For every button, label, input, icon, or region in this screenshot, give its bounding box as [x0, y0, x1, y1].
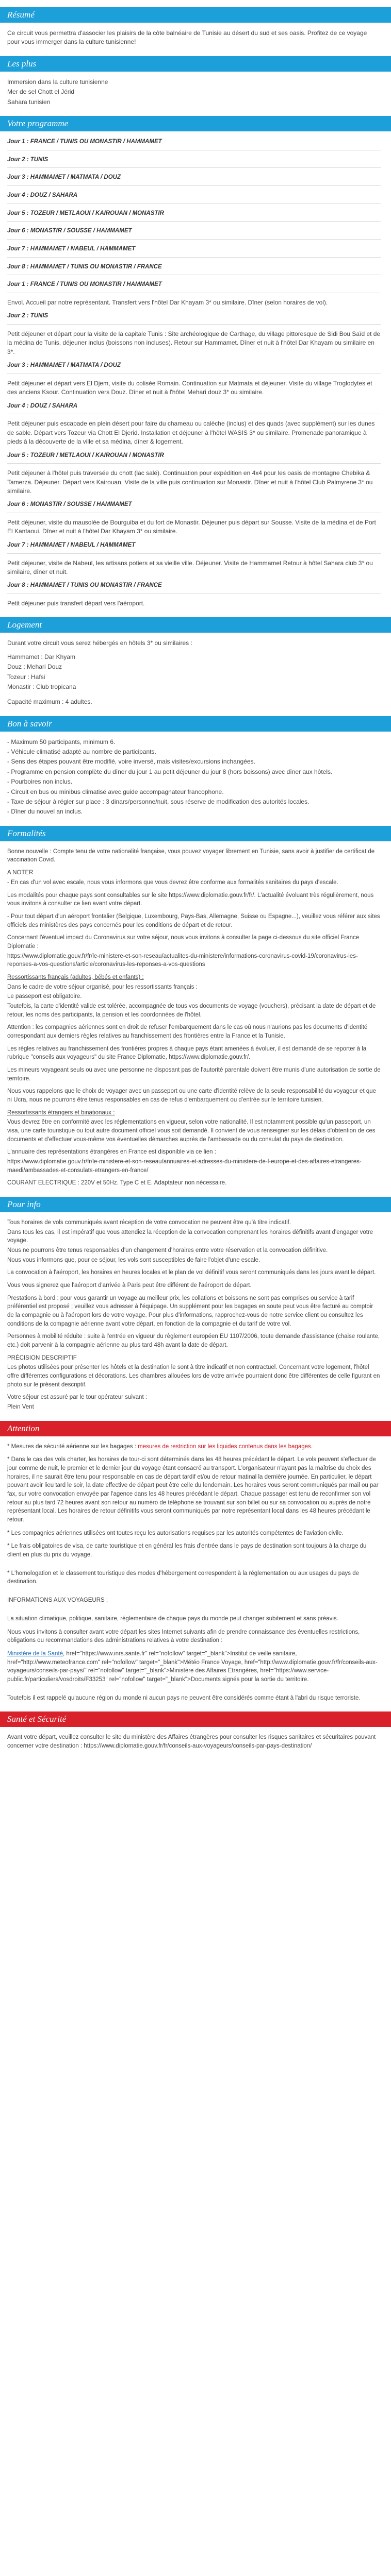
- hotel-item: Hammamet : Dar Khyam: [7, 653, 76, 660]
- attention-banner: Attention: [0, 1421, 391, 1436]
- day-text: Petit déjeuner à l'hôtel puis traversée du chott (lac salé). Continuation pour expédition en 4x4 pour les oasis de montagne Chebika & Tamerza. Déjeuner. Départ vers Kairouan. Visite de la ville puis continuation sur Monastir. Dîner et nuit à l'hôtel Club Palmyrene 3* ou similaire.: [7, 469, 373, 495]
- programme-section: [0, 138, 391, 608]
- formalites-text: Les mineurs voyageant seuls ou avec une personne ne disposant pas de l'autorité parentale doivent être munis d'une autorisation de sortie de territoire.: [7, 1066, 381, 1082]
- formalites-text: Nous vous rappelons que le choix de voyager avec un passeport ou une carte d'identité relève de la seule responsabilité du voyageur et que ni Ucra, nous ne pourrons être tenus responsables en cas de refus d'embarquement ou d'entrée sur le territoire tunisien.: [7, 1088, 377, 1103]
- day-list-item: Jour 1 : FRANCE / TUNIS OU MONASTIR / HAMMAMET: [7, 281, 162, 288]
- divider: [7, 185, 381, 186]
- pourinfo-text: Les photos utilisées pour présenter les hôtels et la destination le sont à titre indicatif et non contractuel. Concernant votre logement, l'hôtel offre différentes configurations et décorations. Les chambres allouées lors de votre arrivée pourraient donc être différentes de celle figurant en photo sur le présent descriptif.: [7, 1364, 380, 1388]
- day-list-item: Jour 2 : TUNIS: [7, 156, 48, 163]
- formalites-banner: Formalités: [0, 826, 391, 841]
- plus-item: Sahara tunisien: [7, 98, 51, 106]
- formalites-subtitle: A NOTER: [7, 870, 34, 876]
- pourinfo-text: Nous vous informons que, pour ce séjour, les vols sont susceptibles de faire l'objet d'une escale.: [7, 1257, 260, 1263]
- attention-text: * Les compagnies aériennes utilisées ont toutes reçu les autorisations requises par les autorités compétentes de l'aviation civile.: [7, 1530, 344, 1536]
- savoir-section: [0, 738, 391, 817]
- sante-banner: Santé et Sécurité: [0, 1711, 391, 1727]
- day-list-item: Jour 8 : HAMMAMET / TUNIS OU MONASTIR / FRANCE: [7, 263, 162, 270]
- hotel-item: Tozeur : Hafsi: [7, 673, 45, 681]
- divider: [7, 221, 381, 222]
- day-list-item: Jour 4 : DOUZ / SAHARA: [7, 192, 78, 198]
- pourinfo-text: Tous horaires de vols communiqués avant réception de votre convocation ne peuvent être qu'à titre indicatif.: [7, 1219, 291, 1226]
- formalites-text: Toutefois, la carte d'identité valide est tolérée, accompagnée de tous vos documents de voyage (vouchers), précisant la date de départ et de retour, les noms des participants, la pension et les coordonnées de l'hôtel.: [7, 1003, 376, 1018]
- day-text: Petit déjeuner puis transfert départ vers l'aéroport.: [7, 599, 145, 607]
- tour-operator-name: Plein Vent: [7, 1404, 34, 1411]
- logement-intro: Durant votre circuit vous serez hébergés en hôtels 3* ou similaires :: [7, 639, 192, 647]
- resume-text: Ce circuit vous permettra d'associer les plaisirs de la côte balnéaire de Tunisie au désert du sud et ses oasis. Profitez de ce voyage pour vous immerger dans la culture tunisienne!: [7, 29, 367, 46]
- formalites-text: Dans le cadre de votre séjour organisé, pour les ressortissants français :: [7, 984, 198, 990]
- day-title: Jour 6 : MONASTIR / SOUSSE / HAMMAMET: [7, 501, 132, 508]
- plus-banner: Les plus: [0, 56, 391, 72]
- formalites-text: L'annuaire des représentations étrangères en France est disponible via ce lien :: [7, 1149, 216, 1156]
- day-text: Petit déjeuner, visite de Nabeul, les artisans potiers et sa vieille ville. Déjeuner. Visite de Hammamet Retour à hôtel Sahara club 3* ou similaire, dîner et nuit.: [7, 559, 373, 575]
- savoir-item: - Taxe de séjour à régler sur place : 3 dinars/personne/nuit, sous réserve de modification des autorités locales.: [7, 798, 309, 806]
- day-title: Jour 7 : HAMMAMET / NABEUL / HAMMAMET: [7, 541, 136, 548]
- savoir-item: - Dîner du nouvel an inclus.: [7, 808, 83, 816]
- hotel-item: Douz : Mehari Douz: [7, 663, 62, 671]
- pourinfo-text: La convocation à l'aéroport, les horaires en heures locales et le plan de vol définitif vous seront communiqués dans les jours avant le départ.: [7, 1269, 376, 1276]
- day-title: Jour 2 : TUNIS: [7, 313, 48, 319]
- sante-text: Avant votre départ, veuillez consulter le site du ministère des Affaires étrangères pour consulter les risques sanitaires et sécuritaires pouvant concerner votre destination : https://www.diplomatie.gouv.fr/fr/conseils-aux-voyageurs/conseils-par-pays-destination/: [7, 1734, 376, 1749]
- formalites-text: Bonne nouvelle : Compte tenu de votre nationalité française, vous pouvez voyager librement en Tunisie, sans avoir à justifier de certificat de vaccination Covid.: [7, 848, 375, 863]
- pourinfo-subtitle: PRÉCISION DESCRIPTIF: [7, 1354, 77, 1361]
- plus-item: Mer de sel Chott el Jérid: [7, 88, 75, 96]
- attention-text: [7, 1650, 381, 1684]
- day-list-item: Jour 3 : HAMMAMET / MATMATA / DOUZ: [7, 174, 121, 181]
- day-title: Jour 5 : TOZEUR / METLAOUI / KAIROUAN / MONASTIR: [7, 452, 164, 459]
- day-list-item: Jour 1 : FRANCE / TUNIS OU MONASTIR / HAMMAMET: [7, 138, 162, 145]
- day-title: Jour 3 : HAMMAMET / MATMATA / DOUZ: [7, 362, 121, 369]
- attention-text: * L'homologation et le classement touristique des modes d'hébergement correspondent à la réglementation ou aux usages du pays de destination.: [7, 1570, 360, 1585]
- attention-section: [0, 1443, 391, 1702]
- ministere-sante-link[interactable]: Ministère de la Santé: [7, 1650, 63, 1657]
- pourinfo-text: Prestations à bord : pour vous garantir un voyage au meilleur prix, les collations et boissons ne sont pas comprises ou service à tarif préférentiel est proposé ; veuillez vous adresser à l'équipage. Un supplément pour les bagages en soute peut vous être facturé au comptoir de la compagnie ou à l'aéroport lors de votre voyage. Pour plus d'informations, rapprochez-vous de notre service client ou consultez les conditions de la compagnie aérienne avant votre départ, en fonction de la compagnie et du tarif de votre vol.: [7, 1295, 373, 1327]
- formalites-text: Les règles relatives au franchissement des frontières propres à chaque pays étant amenées à évoluer, il est demandé de se reporter à la rubrique "conseils aux voyageurs" du site France Diplomatie, https://www.diplomatie.gouv.fr/.: [7, 1045, 367, 1061]
- formalites-text: Concernant l'éventuel impact du Coronavirus sur votre séjour, nous vous invitons à consulter la page ci-dessous du site officiel France Diplomatie :: [7, 935, 360, 950]
- day-text: Petit déjeuner, visite du mausolée de Bourguiba et du fort de Monastir. Déjeuner puis départ sur Sousse. Visite de la médina et de Port El Kantaoui. Dîner et nuit à l'hôtel Dar Khayam 3* ou similaire.: [7, 519, 376, 535]
- savoir-item: - Programme en pension complète du dîner du jour 1 au petit déjeuner du jour 8 (hors boissons) avec dîner aux hôtels.: [7, 768, 333, 775]
- formalites-text: Vous devrez être en conformité avec les réglementations en vigueur, selon votre nationalité. Il est notamment possible qu'un passeport, un visa, une carte touristique ou tout autre document officiel vous soit demandé. Il convient de vous renseigner sur les délais d'obtention de ces documents et d'effectuer vous-même vos éventuelles démarches auprès de l'ambassade ou du consulat du pays de destination.: [7, 1119, 376, 1143]
- pourinfo-text: Vous vous signerez que l'aéroport d'arrivée à Paris peut être différent de l'aéroport de départ.: [7, 1282, 252, 1289]
- formalites-text: COURANT ELECTRIQUE : 220V et 50Hz. Type C et E. Adaptateur non nécessaire.: [7, 1180, 227, 1187]
- day-text: Envol. Accueil par notre représentant. Transfert vers l'hôtel Dar Khayam 3* ou similaire. Dîner (selon horaires de vol).: [7, 299, 328, 306]
- divider: [7, 167, 381, 168]
- day-list-item: Jour 6 : MONASTIR / SOUSSE / HAMMAMET: [7, 228, 132, 234]
- formalites-text: Les modalités pour chaque pays sont consultables sur le site https://www.diplomatie.gouv.fr/fr/. L'actualité évoluant très régulièrement, nous vous invitons à consulter ce lien avant votre départ.: [7, 892, 374, 907]
- pourinfo-text: Votre séjour est assuré par le tour opérateur suivant :: [7, 1394, 148, 1401]
- programme-banner: Votre programme: [0, 116, 391, 131]
- attention-text-part: , href="https://www.inrs.sante.fr" rel="nofollow" target="_blank">Institut de veille sanitaire, href="http://www.meteofrance.com" rel="nofollow" target="_blank">Météo France Voyage, href="http://www.diplomatie.gouv.fr/fr/conseils-aux-voyageurs/conseils-par-pays/" rel="nofollow" target="_blank">Ministère des Affaires Etrangères, href="https://www.service-public.fr/particuliers/vosdroits/F33253" rel="nofollow" target="_blank">Documents signés pour la sortie du territoire.: [7, 1650, 378, 1683]
- attention-text: La situation climatique, politique, sanitaire, réglementaire de chaque pays du monde peut changer subitement et sans préavis.: [7, 1615, 338, 1622]
- pourinfo-section: [0, 1218, 391, 1412]
- divider: [7, 257, 381, 258]
- day-text: Petit déjeuner puis escapade en plein désert pour faire du chameau ou calèche (inclus) et des quads (avec supplément) sur les dunes de sable. Départ vers Tozeur via Chott El Djerid. Installation et déjeuner à l'hôtel WASIS 3* ou similaire. Promenade panoramique à pieds à la découverte de la ville et sa médina, dîner & logement.: [7, 420, 375, 446]
- attention-text: [7, 1443, 381, 1451]
- formalites-url: https://www.diplomatie.gouv.fr/fr/le-ministere-et-son-reseau/annuaires-et-adresses-du-ministere-de-l-europe-et-des-affaires-etrangeres-maedi/ambassades-et-consulats-etrangers-en-france/: [7, 1158, 362, 1174]
- plus-section: [0, 78, 391, 107]
- formalites-text: Le passeport est obligatoire.: [7, 993, 82, 1000]
- capacity-text: Capacité maximum : 4 adultes.: [7, 698, 92, 706]
- formalites-section: [0, 848, 391, 1188]
- savoir-item: - Véhicule climatisé adapté au nombre de participants.: [7, 748, 156, 756]
- pourinfo-banner: Pour info: [0, 1197, 391, 1212]
- plus-item: Immersion dans la culture tunisienne: [7, 78, 108, 86]
- formalites-subtitle: Ressortissants français (adultes, bébés et enfants) :: [7, 974, 144, 980]
- pourinfo-text: Personnes à mobilité réduite : suite à l'entrée en vigueur du règlement européen EU 1107/2006, toute demande d'assistance (chaise roulante, etc.) doit parvenir à la compagnie aérienne au plus tard 48h avant la date de départ.: [7, 1333, 380, 1349]
- divider: [7, 553, 381, 554]
- attention-text: Nous vous invitons à consulter avant votre départ les sites Internet suivants afin de prendre connaissance des éventuelles restrictions, obligations ou recommandations des administrations relatives à votre destination :: [7, 1629, 360, 1644]
- resume-section: [0, 29, 391, 47]
- day-list-item: Jour 5 : TOZEUR / METLAOUI / KAIROUAN / MONASTIR: [7, 210, 164, 216]
- savoir-banner: Bon à savoir: [0, 716, 391, 732]
- pourinfo-text: Dans tous les cas, il est impératif que vous attendiez la réception de la convocation comprenant les horaires définitifs avant d'engager votre voyage.: [7, 1229, 373, 1244]
- formalites-text: - En cas d'un vol avec escale, nous vous informons que vous devrez être conforme aux formalités sanitaires du pays d'escale.: [7, 879, 338, 886]
- sante-section: [0, 1733, 391, 1750]
- savoir-item: - Sens des étapes pouvant être modifié, voire inversé, mais visites/excursions inchangées.: [7, 758, 255, 766]
- divider: [7, 463, 381, 464]
- day-text: Petit déjeuner et départ pour la visite de la capitale Tunis : Site archéologique de Carthage, du village pittoresque de Sidi Bou Saïd et de la médina de Tunis, déjeuner inclus (boissons non incluses). Retour sur Hammamet. Dîner et nuit à l'hôtel Dar Khayam ou similaire en 3*.: [7, 330, 381, 355]
- formalites-url: https://www.diplomatie.gouv.fr/fr/le-ministere-et-son-reseau/actualites-du-ministere/informations-coronavirus-covid-19/coronavirus-les-reponses-a-vos-questions/article/coronavirus-les-reponses-a-vos-questions: [7, 953, 358, 968]
- divider: [7, 324, 381, 325]
- hotel-list: [7, 653, 381, 692]
- savoir-item: - Pourboires non inclus.: [7, 778, 73, 786]
- attention-text: Toutefois il est rappelé qu'aucune région du monde ni aucun pays ne peuvent être considérés comme étant à l'abri du risque terroriste.: [7, 1694, 361, 1701]
- formalites-text: Attention : les compagnies aériennes sont en droit de refuser l'embarquement dans le cas où nous n'aurions pas les documents d'identité correspondant aux derniers règles relatives au franchissement des frontières entre la France et la Tunisie.: [7, 1024, 368, 1039]
- savoir-item: - Maximum 50 participants, minimum 6.: [7, 738, 116, 745]
- attention-text-part: * Mesures de sécurité aérienne sur les bagages :: [7, 1443, 136, 1450]
- formalites-subtitle: Ressortissants étrangers et binationaux :: [7, 1109, 115, 1116]
- day-text: Petit déjeuner et départ vers El Djem, visite du colisée Romain. Continuation sur Matmata et déjeuner. Visite du village Troglodytes et des anciens Ksour. Continuation vers Douz. Dîner et nuit à l'hôtel Mehari douz 3* ou similaire.: [7, 379, 372, 396]
- savoir-item: - Circuit en bus ou minibus climatisé avec guide accompagnateur francophone.: [7, 788, 224, 795]
- formalites-text: - Pour tout départ d'un aéroport frontalier (Belgique, Luxembourg, Pays-Bas, Allemagne, Suisse ou Espagne...), veuillez vous référer aux sites officiels des ministères des pays concernés pour les conditions de départ et de retour.: [7, 913, 380, 928]
- attention-text: * Dans le cas des vols charter, les horaires de tour-ci sont déterminés dans les 48 heures précédant le départ. Le vols peuvent s'effectuer de jour comme de nuit, le premier et le dernier jour du voyage étant consacré au transport. L'organisateur n'ayant pas la maîtrise du choix des horaires, il ne saurait être tenu pour responsable en cas de départ tardif et/ou de retour matinal la dernière journée. En particulier, le départ pouvant avoir lieu tard le soir, la date effective de départ peut être celle du lendemain. Les horaires vous seront communiqués par mail ou par fax, sur votre convocation envoyée par l'agence dans les 48 heures précédant le départ. Chaque passager est tenu de reconfirmer son vol retour au plus tard 72 heures avant son retour au numéro de téléphone se trouvant sur son billet ou sur sa convocation ou auprès de notre représentant local. Les horaires de retour définitifs vous seront communiqués par notre représentant local dans les 48 heures précédant le retour.: [7, 1456, 379, 1523]
- day-list-item: Jour 7 : HAMMAMET / NABEUL / HAMMAMET: [7, 245, 136, 252]
- liquids-restriction-link[interactable]: mesures de restriction sur les liquides contenus dans les bagages.: [138, 1443, 313, 1450]
- day-title: Jour 4 : DOUZ / SAHARA: [7, 402, 78, 409]
- logement-section: [0, 639, 391, 706]
- divider: [7, 239, 381, 240]
- hotel-item: Monastir : Club tropicana: [7, 683, 76, 690]
- attention-text: * Le frais obligatoires de visa, de carte touristique et en général les frais d'entrée dans le pays de destination sont toujours à la charge du client en plus du prix du voyage.: [7, 1543, 367, 1558]
- resume-banner: Résumé: [0, 7, 391, 23]
- attention-subtitle: INFORMATIONS AUX VOYAGEURS :: [7, 1597, 108, 1604]
- day-title: Jour 8 : HAMMAMET / TUNIS OU MONASTIR / FRANCE: [7, 582, 162, 589]
- pourinfo-text: Nous ne pourrons être tenus responsables d'un changement d'horaires entre votre réservation et la convocation définitive.: [7, 1247, 328, 1253]
- logement-banner: Logement: [0, 617, 391, 633]
